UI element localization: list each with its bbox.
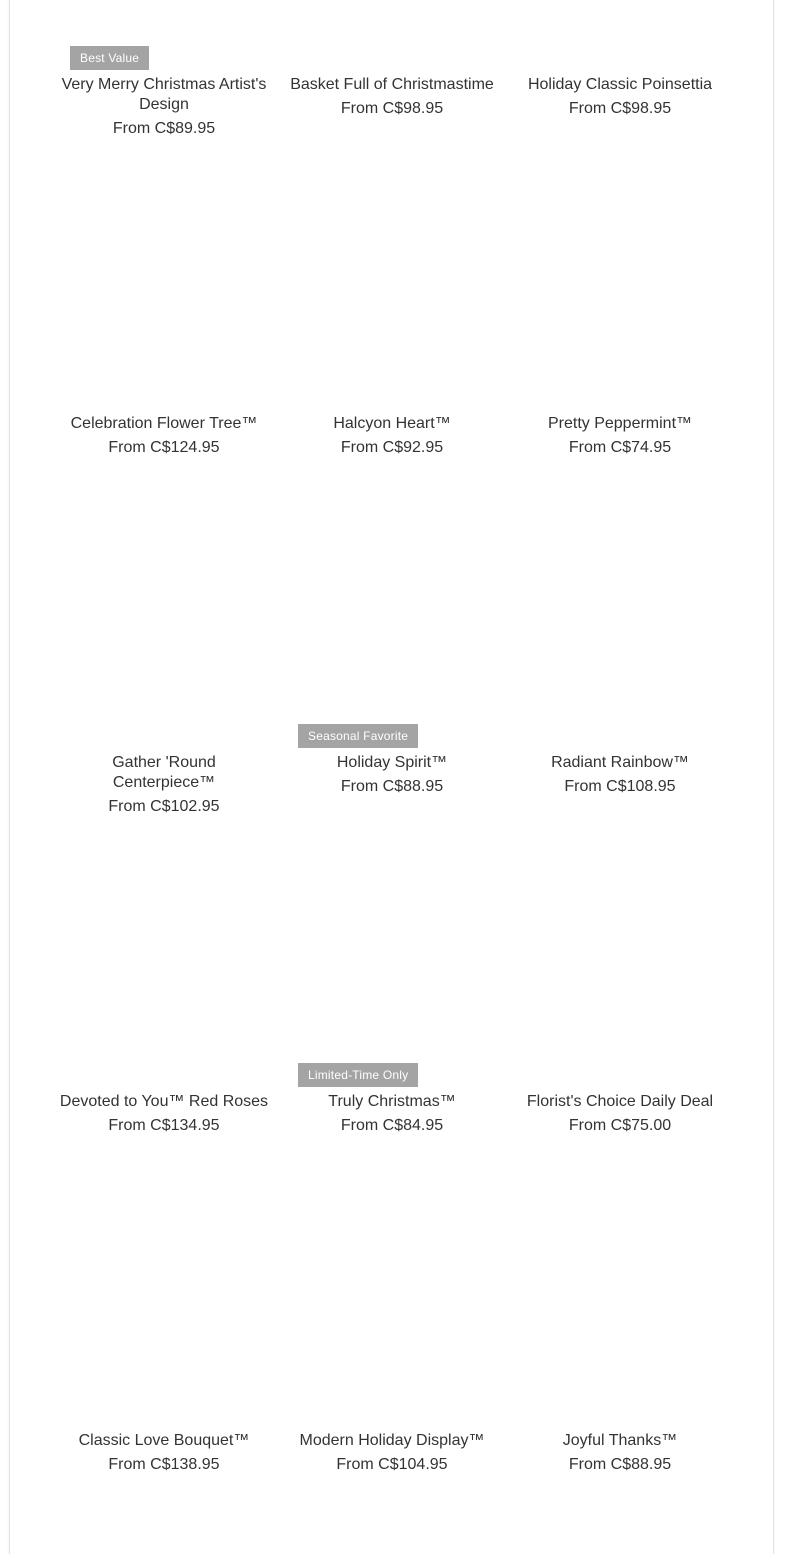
product-card[interactable] [506,414,734,458]
product-card[interactable] [50,1092,278,1136]
product-badge: Seasonal Favorite [298,724,418,748]
product-name[interactable]: Devoted to You™ Red Roses [59,1093,269,1110]
product-name[interactable]: Holiday Classic Poinsettia [527,76,713,93]
product-name[interactable]: Classic Love Bouquet™ [78,1432,250,1449]
product-price: From C$84.95 [340,1117,444,1134]
product-card[interactable] [278,414,506,458]
product-card[interactable] [278,729,506,797]
product-price: From C$89.95 [112,120,216,137]
product-price: From C$124.95 [108,439,220,456]
product-price: From C$104.95 [336,1456,448,1473]
product-price: From C$88.95 [568,1456,672,1473]
product-card[interactable] [278,1431,506,1475]
product-card[interactable] [278,1068,506,1136]
product-price: From C$98.95 [340,100,444,117]
product-card[interactable] [506,1092,734,1136]
product-price: From C$98.95 [568,100,672,117]
product-name[interactable]: Basket Full of Christmastime [290,76,494,93]
product-price: From C$138.95 [108,1456,220,1473]
product-card[interactable] [50,414,278,458]
product-name[interactable]: Holiday Spirit™ [336,754,448,771]
product-card[interactable] [278,75,506,119]
product-card[interactable] [506,75,734,119]
product-card[interactable] [50,51,278,139]
product-card[interactable] [50,1431,278,1475]
product-price: From C$75.00 [568,1117,672,1134]
product-name[interactable]: Florist's Choice Daily Deal [526,1093,714,1110]
product-name[interactable]: Pretty Peppermint™ [547,415,693,432]
product-price: From C$134.95 [108,1117,220,1134]
product-price: From C$74.95 [568,439,672,456]
product-price: From C$88.95 [340,778,444,795]
product-card[interactable] [506,753,734,797]
product-badge: Best Value [70,46,149,70]
product-name[interactable]: Very Merry Christmas Artist's Design [61,76,267,113]
product-name[interactable]: Gather 'Round Centerpiece™ [112,754,216,791]
product-card[interactable] [506,1431,734,1475]
product-name[interactable]: Joyful Thanks™ [562,1432,678,1449]
product-badge: Limited-Time Only [298,1063,418,1087]
product-name[interactable]: Celebration Flower Tree™ [70,415,258,432]
product-price: From C$102.95 [108,798,220,815]
product-price: From C$92.95 [340,439,444,456]
product-card[interactable] [50,753,278,817]
product-name[interactable]: Radiant Rainbow™ [551,754,689,771]
product-price: From C$108.95 [564,778,676,795]
product-name[interactable]: Truly Christmas™ [328,1093,456,1110]
product-name[interactable]: Halcyon Heart™ [333,415,451,432]
product-name[interactable]: Modern Holiday Display™ [299,1432,485,1449]
